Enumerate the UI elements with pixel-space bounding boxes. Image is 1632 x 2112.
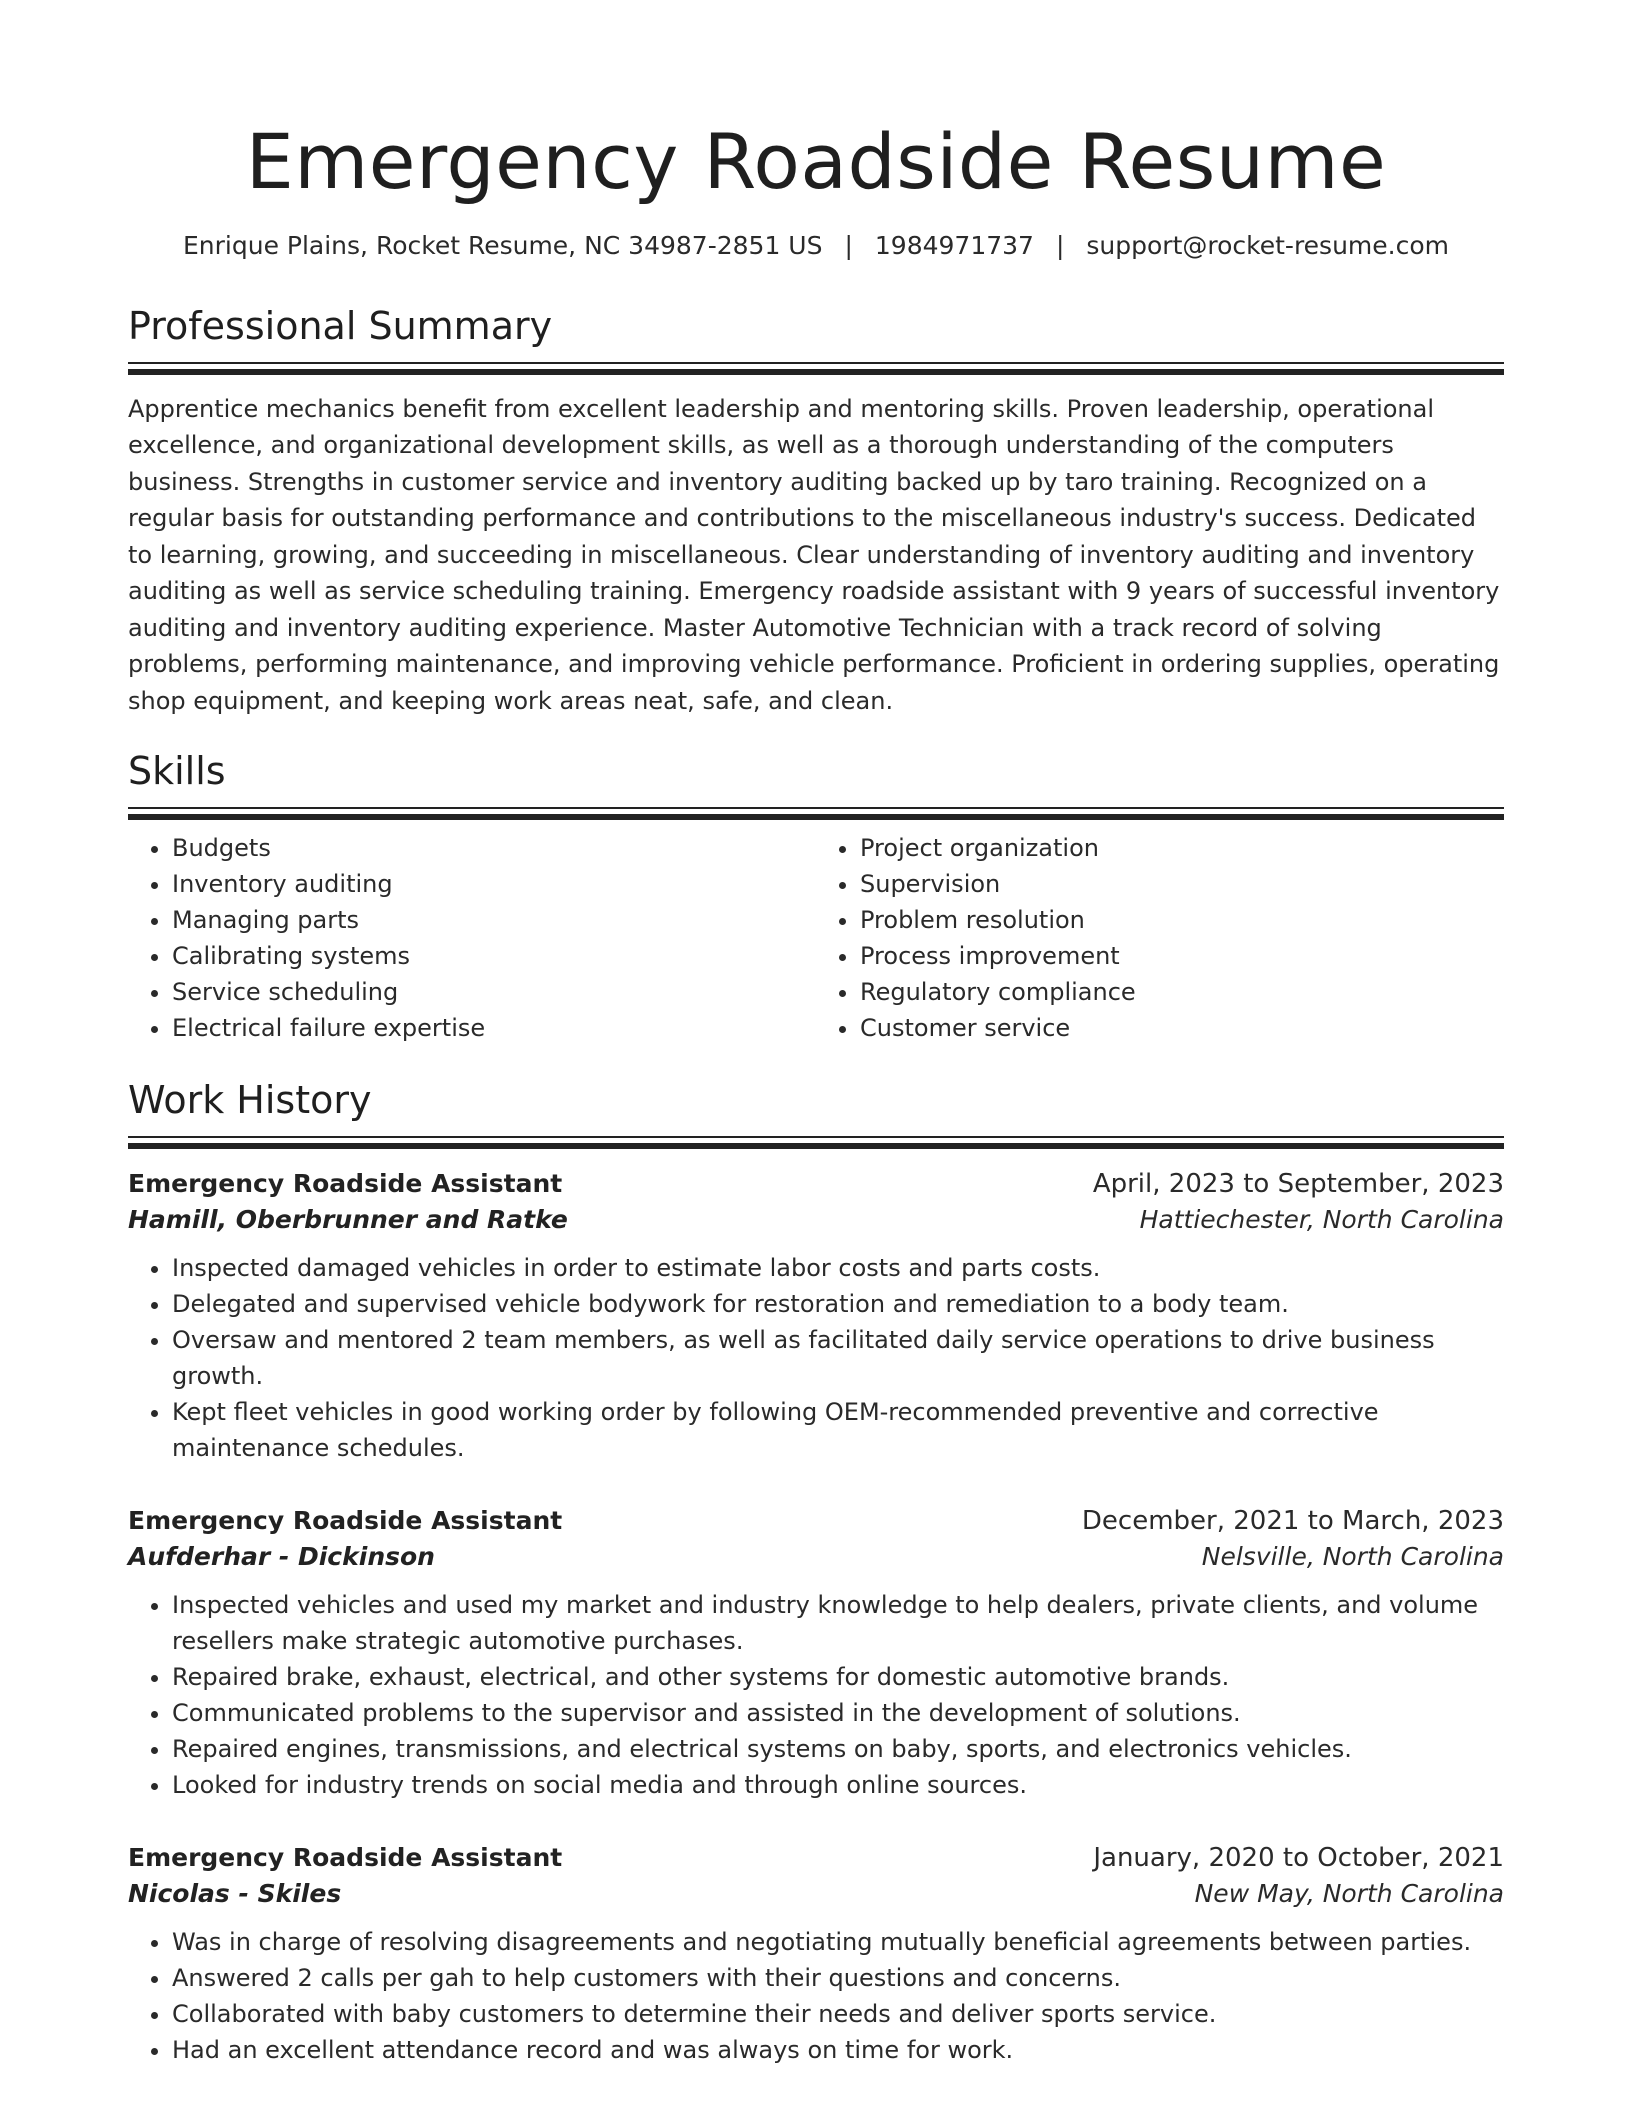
skill-item: • Service scheduling bbox=[172, 974, 816, 1010]
job-bullet: • Repaired brake, exhaust, electrical, and other systems for domestic automotive brands. bbox=[172, 1659, 1504, 1695]
skills-list-right bbox=[816, 830, 1504, 1046]
contact-address: Enrique Plains, Rocket Resume, NC 34987-2851 US bbox=[182, 231, 823, 261]
job-employer-row bbox=[128, 1879, 1504, 1908]
section-divider bbox=[128, 362, 1504, 375]
job-employer-row bbox=[128, 1542, 1504, 1571]
job-bullets bbox=[128, 1250, 1504, 1466]
job-entry bbox=[128, 1506, 1504, 1803]
section-title-work-history: Work History bbox=[128, 1078, 372, 1123]
job-header-row bbox=[128, 1843, 1504, 1873]
skill-item: • Inventory auditing bbox=[172, 866, 816, 902]
skill-item: • Project organization bbox=[860, 830, 1504, 866]
job-employer: Aufderhar - Dickinson bbox=[128, 1541, 435, 1571]
job-bullet: • Repaired engines, transmissions, and electrical systems on baby, sports, and electronics vehicles. bbox=[172, 1731, 1504, 1767]
contact-separator: | bbox=[1055, 231, 1065, 261]
skills-section bbox=[128, 749, 1504, 1046]
job-bullet: • Kept fleet vehicles in good working order by following OEM-recommended preventive and corrective maintenance schedules. bbox=[172, 1394, 1504, 1466]
job-employer: Nicolas - Skiles bbox=[128, 1878, 342, 1908]
summary-text: Apprentice mechanics benefit from excellent leadership and mentoring skills. Proven leadership, operational excellence, and organizational development skills, as well as a thorough understanding of the computers business. Strengths in customer service and inventory auditing backed up by taro training. Recognized on a regular basis for outstanding performance and contributions to the miscellaneous industry's success. Dedicated to learning, growing, and succeeding in miscellaneous. Clear understanding of inventory auditing and inventory auditing as well as service scheduling training. Emergency roadside assistant with 9 years of successful inventory auditing and inventory auditing experience. Master Automotive Technician with a track record of solving problems, performing maintenance, and improving vehicle performance. Proficient in ordering supplies, operating shop equipment, and keeping work areas neat, safe, and clean. bbox=[128, 394, 1500, 715]
job-title: Emergency Roadside Assistant bbox=[128, 1505, 563, 1535]
job-title: Emergency Roadside Assistant bbox=[128, 1842, 563, 1872]
job-dates: December, 2021 to March, 2023 bbox=[1081, 1505, 1504, 1536]
skill-item: • Calibrating systems bbox=[172, 938, 816, 974]
skill-item: • Regulatory compliance bbox=[860, 974, 1504, 1010]
job-location: New May, North Carolina bbox=[1194, 1878, 1504, 1908]
job-bullets bbox=[128, 1587, 1504, 1803]
contact-line bbox=[128, 231, 1504, 260]
job-header-row bbox=[128, 1506, 1504, 1536]
job-employer-row bbox=[128, 1205, 1504, 1234]
job-dates: January, 2020 to October, 2021 bbox=[1093, 1842, 1504, 1873]
job-location: Hattiechester, North Carolina bbox=[1139, 1204, 1504, 1234]
job-bullet: • Was in charge of resolving disagreements and negotiating mutually beneficial agreements between parties. bbox=[172, 1924, 1504, 1960]
skill-item: • Electrical failure expertise bbox=[172, 1010, 816, 1046]
job-bullet: • Inspected vehicles and used my market and industry knowledge to help dealers, private clients, and volume resellers make strategic automotive purchases. bbox=[172, 1587, 1504, 1659]
skill-item: • Process improvement bbox=[860, 938, 1504, 974]
contact-separator: | bbox=[844, 231, 853, 261]
job-dates: April, 2023 to September, 2023 bbox=[1092, 1168, 1504, 1199]
section-divider bbox=[128, 807, 1504, 820]
job-bullet: • Looked for industry trends on social media and through online sources. bbox=[172, 1767, 1504, 1803]
contact-email: support@rocket-resume.com bbox=[1086, 231, 1450, 261]
professional-summary-section bbox=[128, 304, 1504, 719]
work-history-section bbox=[128, 1078, 1504, 2068]
job-bullet: • Communicated problems to the supervisor and assisted in the development of solutions. bbox=[172, 1695, 1504, 1731]
job-header-row bbox=[128, 1169, 1504, 1199]
skill-item: • Problem resolution bbox=[860, 902, 1504, 938]
skill-item: • Budgets bbox=[172, 830, 816, 866]
skills-columns bbox=[128, 830, 1504, 1046]
resume-title: Emergency Roadside Resume bbox=[245, 117, 1387, 206]
job-bullet: • Answered 2 calls per gah to help customers with their questions and concerns. bbox=[172, 1960, 1504, 1996]
skill-item: • Customer service bbox=[860, 1010, 1504, 1046]
skills-list-left bbox=[128, 830, 816, 1046]
skill-item: • Managing parts bbox=[172, 902, 816, 938]
job-bullet: • Delegated and supervised vehicle bodywork for restoration and remediation to a body team. bbox=[172, 1286, 1504, 1322]
skill-item: • Supervision bbox=[860, 866, 1504, 902]
job-entry bbox=[128, 1843, 1504, 2068]
section-title-skills: Skills bbox=[128, 749, 226, 794]
contact-phone: 1984971737 bbox=[874, 231, 1034, 261]
job-bullet: • Inspected damaged vehicles in order to estimate labor costs and parts costs. bbox=[172, 1250, 1504, 1286]
job-employer: Hamill, Oberbrunner and Ratke bbox=[128, 1204, 568, 1234]
job-title: Emergency Roadside Assistant bbox=[128, 1168, 563, 1198]
job-location: Nelsville, North Carolina bbox=[1201, 1541, 1504, 1571]
job-bullet: • Collaborated with baby customers to determine their needs and deliver sports service. bbox=[172, 1996, 1504, 2032]
job-bullets bbox=[128, 1924, 1504, 2068]
section-title-summary: Professional Summary bbox=[128, 304, 553, 349]
job-entry bbox=[128, 1169, 1504, 1466]
section-divider bbox=[128, 1136, 1504, 1149]
job-bullet: • Had an excellent attendance record and was always on time for work. bbox=[172, 2032, 1504, 2068]
job-bullet: • Oversaw and mentored 2 team members, as well as facilitated daily service operations to drive business growth. bbox=[172, 1322, 1504, 1394]
